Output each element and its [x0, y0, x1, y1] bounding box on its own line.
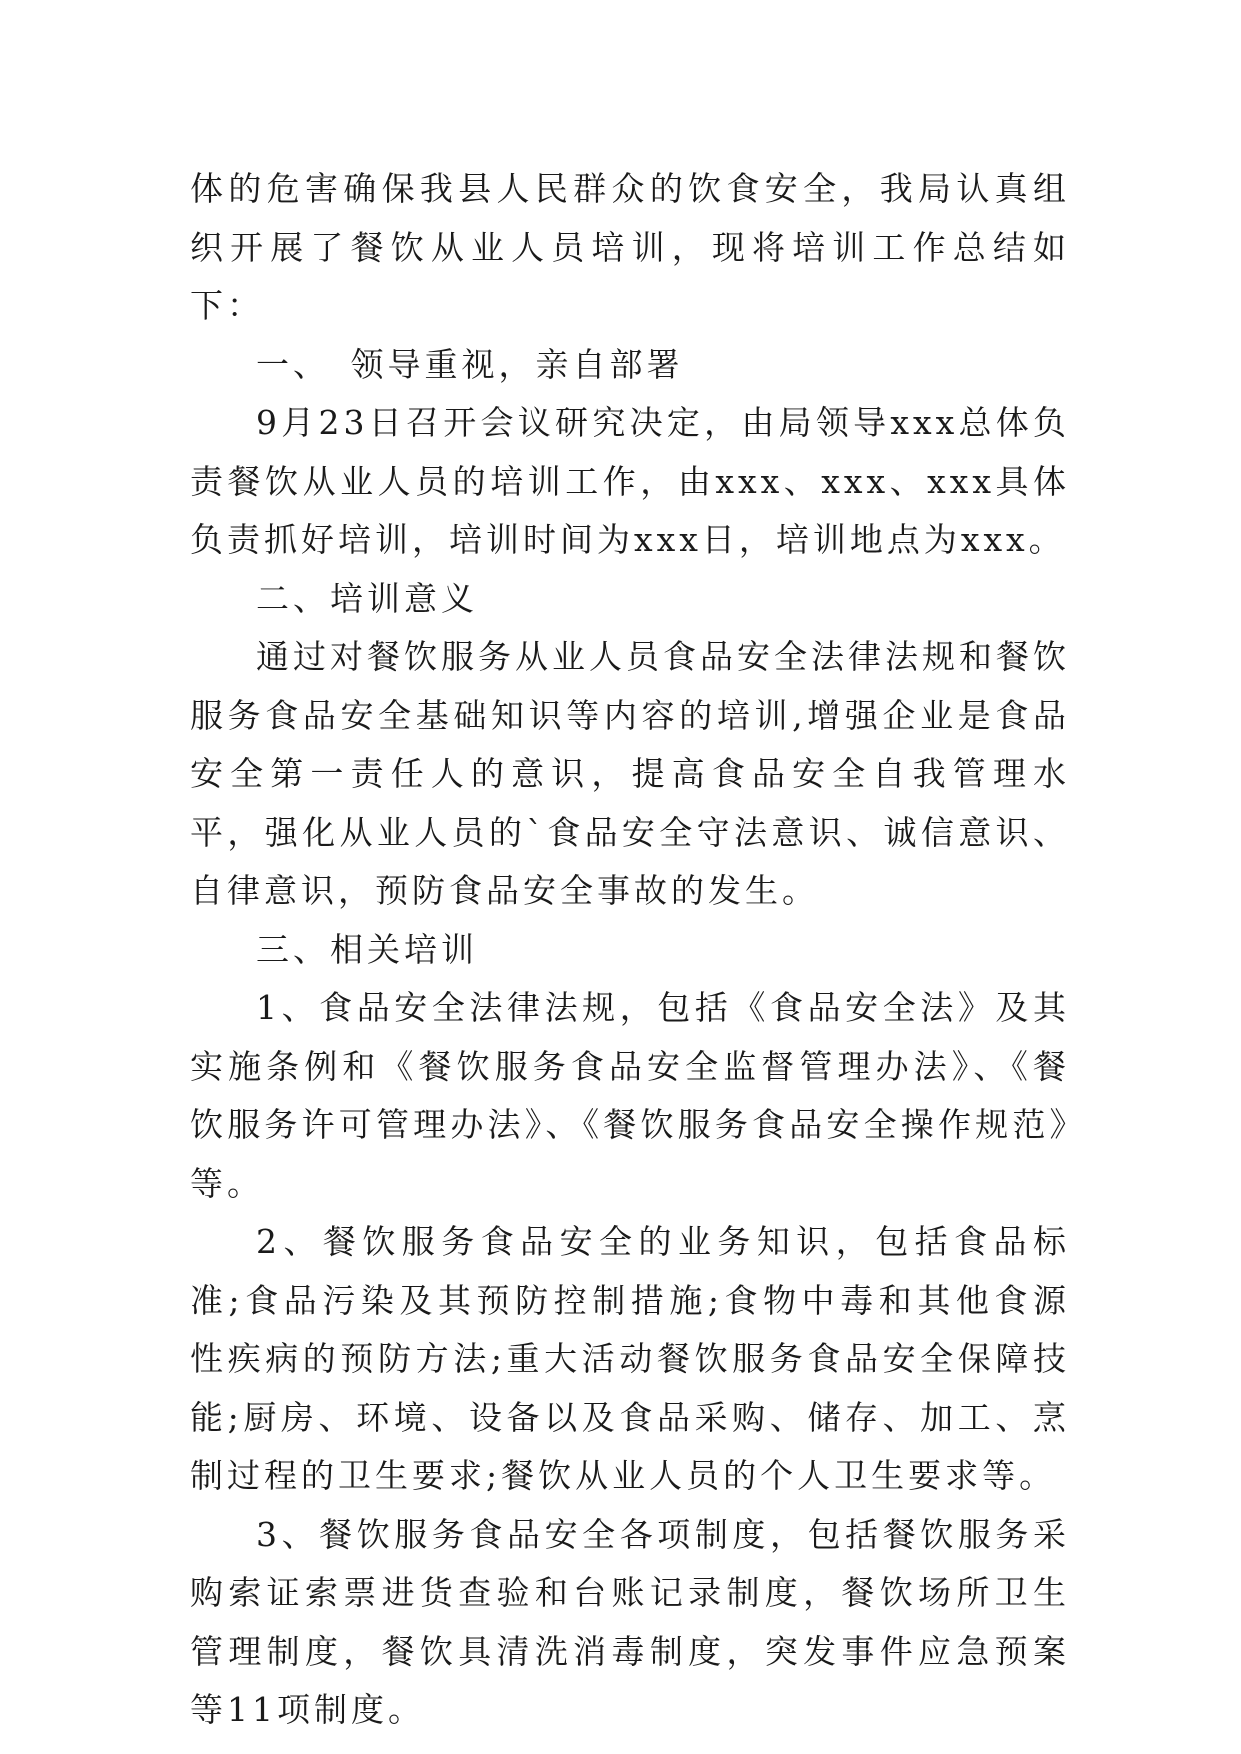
paragraph-intro-continuation: 体的危害确保我县人民群众的饮食安全，我局认真组织开展了餐饮从业人员培训，现将培训工作总结如下： — [190, 169, 1070, 325]
document-body — [190, 160, 1070, 1740]
list-item-laws: 1、食品安全法律法规，包括《食品安全法》及其实施条例和《餐饮服务食品安全监督管理办法》、《餐饮服务许可管理办法》、《餐饮服务食品安全操作规范》等。 — [190, 988, 1070, 1203]
section-heading-significance: 二、培训意义 — [256, 578, 478, 618]
section-heading-leadership: 一、 领导重视，亲自部署 — [256, 344, 684, 384]
list-item-systems: 3、餐饮服务食品安全各项制度，包括餐饮服务采购索证索票进货查验和台账记录制度，餐饮场所卫生管理制度，餐饮具清洗消毒制度，突发事件应急预案等11项制度。 — [190, 1514, 1070, 1729]
paragraph-meeting-decision: 9月23日召开会议研究决定，由局领导xxx总体负责餐饮从业人员的培训工作，由xxx、xxx、xxx具体负责抓好培训，培训时间为xxx日，培训地点为xxx。 — [190, 403, 1070, 559]
section-heading-related-training: 三、相关培训 — [256, 929, 478, 969]
list-item-knowledge: 2、餐饮服务食品安全的业务知识，包括食品标准;食品污染及其预防控制措施;食物中毒和其他食源性疾病的预防方法;重大活动餐饮服务食品安全保障技能;厨房、环境、设备以及食品采购、储存、加工、烹制过程的卫生要求;餐饮从业人员的个人卫生要求等。 — [190, 1222, 1070, 1495]
paragraph-significance: 通过对餐饮服务从业人员食品安全法律法规和餐饮服务食品安全基础知识等内容的培训,增强企业是食品安全第一责任人的意识，提高食品安全自我管理水平，强化从业人员的`食品安全守法意识、诚信意识、自律意识，预防食品安全事故的发生。 — [190, 637, 1070, 910]
